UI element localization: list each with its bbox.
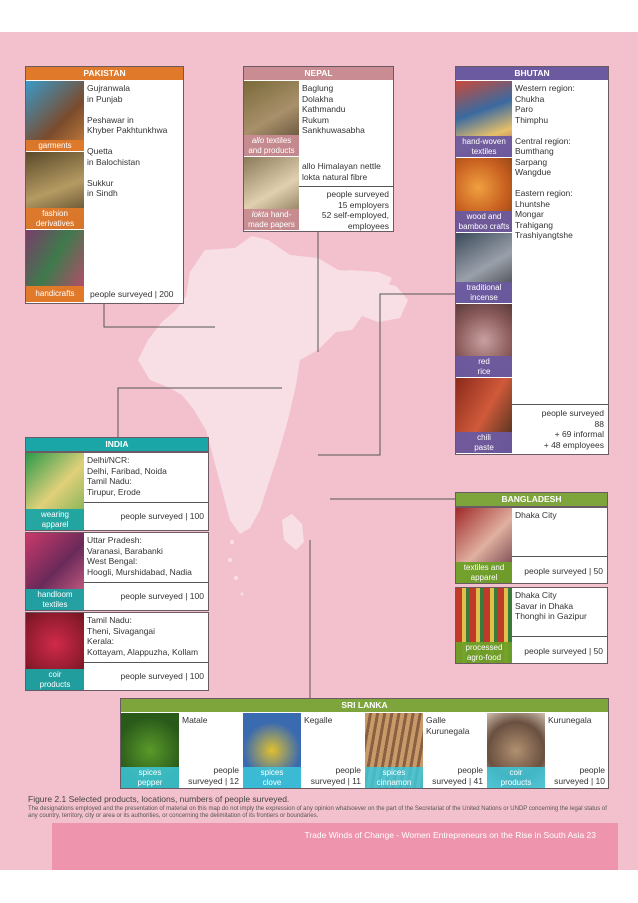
photo-label: garments (26, 140, 84, 152)
red-rice-photo (456, 304, 512, 377)
caption-note: The designations employed and the presentation of material on this map do not imply the expression of any opinion whatsoever on the part of the Secretariat of the United Nations or UNDP concerning the legal status of any country, territory, city or area or its authorities, or concerning the delimitation of its frontiers or boundaries. (28, 806, 607, 819)
caption-title: Figure 2.1 Selected products, locations, numbers of people surveyed. (28, 794, 290, 804)
nepal-materials: allo Himalayan nettle lokta natural fibre (302, 161, 381, 182)
bangladesh-row-1 (455, 507, 608, 584)
india-row-2 (25, 532, 209, 611)
pakistan-locations: Gujranwala in Punjab Peshawar in Khyber Pakhtunkhwa Quetta in Balochistan Sukkur in Sindh (87, 83, 168, 198)
pakistan-survey: people surveyed | 200 (90, 289, 174, 299)
pepper-photo (121, 713, 179, 788)
survey-kegalle: people surveyed | 11 (310, 765, 361, 786)
wood-bamboo-photo (456, 158, 512, 232)
bhutan-survey: people surveyed 88 + 69 informal + 48 employees (541, 408, 604, 450)
coir-photo (26, 613, 84, 690)
wearing-apparel-photo (26, 453, 84, 530)
photo-label: fashion derivatives (26, 208, 84, 229)
photo-label: handloom textiles (26, 589, 84, 610)
india-row-1 (25, 452, 209, 531)
india-row-3 (25, 612, 209, 691)
bangladesh-survey-2: people surveyed | 50 (524, 646, 603, 656)
agro-food-photo (456, 588, 512, 663)
bhutan-header: BHUTAN (456, 67, 608, 80)
garments-photo (26, 81, 84, 151)
divider (84, 502, 208, 503)
nepal-header: NEPAL (244, 67, 393, 80)
divider (84, 582, 208, 583)
photo-label: hand-woven textiles (456, 136, 512, 157)
photo-label: coir products (26, 669, 84, 690)
photo-label: wearing apparel (26, 509, 84, 530)
figure-caption (28, 794, 613, 820)
divider (299, 186, 393, 187)
photo-label: spices clove (243, 767, 301, 788)
india-box (25, 437, 209, 688)
india-survey-3: people surveyed | 100 (120, 671, 204, 681)
divider (512, 556, 607, 557)
bangladesh-locations-2: Dhaka City Savar in Dhaka Thonghi in Gazipur (515, 590, 587, 621)
bangladesh-locations-1: Dhaka City (515, 510, 557, 520)
nepal-survey: people surveyed 15 employers 52 self-employed, employees (321, 189, 389, 231)
india-locations-3: Tamil Nadu: Theni, Sivagangai Kerala: Kottayam, Alappuzha, Kollam (87, 615, 199, 657)
bangladesh-header: BANGLADESH (455, 492, 608, 507)
photo-label: wood and bamboo crafts (456, 211, 512, 232)
india-locations-2: Uttar Pradesh: Varanasi, Barabanki West Bengal: Hoogli, Murshidabad, Nadia (87, 535, 192, 577)
footer-bar (52, 823, 618, 870)
india-locations-1: Delhi/NCR: Delhi, Faribad, Noida Tamil Nadu: Tirupur, Erode (87, 455, 167, 497)
bhutan-box (455, 66, 609, 455)
clove-photo (243, 713, 301, 788)
photo-label: spices cinnamon (365, 767, 423, 788)
nepal-box (243, 66, 394, 232)
incense-photo (456, 233, 512, 303)
divider (84, 662, 208, 663)
india-header: INDIA (25, 437, 209, 452)
photo-label: lokta hand- made papers (244, 209, 299, 230)
bangladesh-row-2 (455, 587, 608, 664)
lokta-paper-photo (244, 157, 299, 230)
photo-label: chili paste (456, 432, 512, 453)
photo-label: allo textiles and products (244, 135, 299, 156)
hand-woven-photo (456, 81, 512, 157)
srilanka-box (120, 698, 609, 789)
survey-kurunegala: people surveyed | 10 (554, 765, 605, 786)
photo-label: spices pepper (121, 767, 179, 788)
srilanka-header: SRI LANKA (121, 699, 608, 712)
handicrafts-photo (26, 230, 84, 286)
india-survey-1: people surveyed | 100 (120, 511, 204, 521)
location-matale: Matale (182, 715, 208, 725)
cinnamon-photo (365, 713, 423, 788)
allo-textiles-photo (244, 81, 299, 156)
nepal-locations: Baglung Dolakha Kathmandu Rukum Sankhuwasabha (302, 83, 365, 135)
location-kurunegala: Kurunegala (548, 715, 592, 725)
survey-galle: people surveyed | 41 (432, 765, 483, 786)
handloom-photo (26, 533, 84, 610)
pakistan-box (25, 66, 184, 304)
location-galle: Galle Kurunegala (426, 715, 470, 736)
photo-label: textiles and apparel (456, 562, 512, 583)
footer-text: Trade Winds of Change - Women Entrepreneurs on the Rise in South Asia 23 (304, 830, 596, 840)
divider (512, 636, 607, 637)
india-survey-2: people surveyed | 100 (120, 591, 204, 601)
bangladesh-box (455, 492, 608, 662)
survey-matale: people surveyed | 12 (188, 765, 239, 786)
handicrafts-label: handicrafts (26, 286, 84, 302)
chili-paste-photo (456, 378, 512, 453)
bhutan-locations: Western region: Chukha Paro Thimphu Central region: Bumthang Sarpang Wangdue Eastern region: Lhuntshe Mongar Trahigang Trashiyangtshe (515, 83, 575, 240)
textiles-apparel-photo (456, 508, 512, 583)
photo-label: traditional incense (456, 282, 512, 303)
pakistan-header: PAKISTAN (26, 67, 183, 80)
photo-label: coir products (487, 767, 545, 788)
coir-sl-photo (487, 713, 545, 788)
divider (512, 404, 608, 405)
bangladesh-survey-1: people surveyed | 50 (524, 566, 603, 576)
fashion-derivatives-photo (26, 152, 84, 229)
photo-label: processed agro-food (456, 642, 512, 663)
location-kegalle: Kegalle (304, 715, 333, 725)
photo-label: red rice (456, 356, 512, 377)
